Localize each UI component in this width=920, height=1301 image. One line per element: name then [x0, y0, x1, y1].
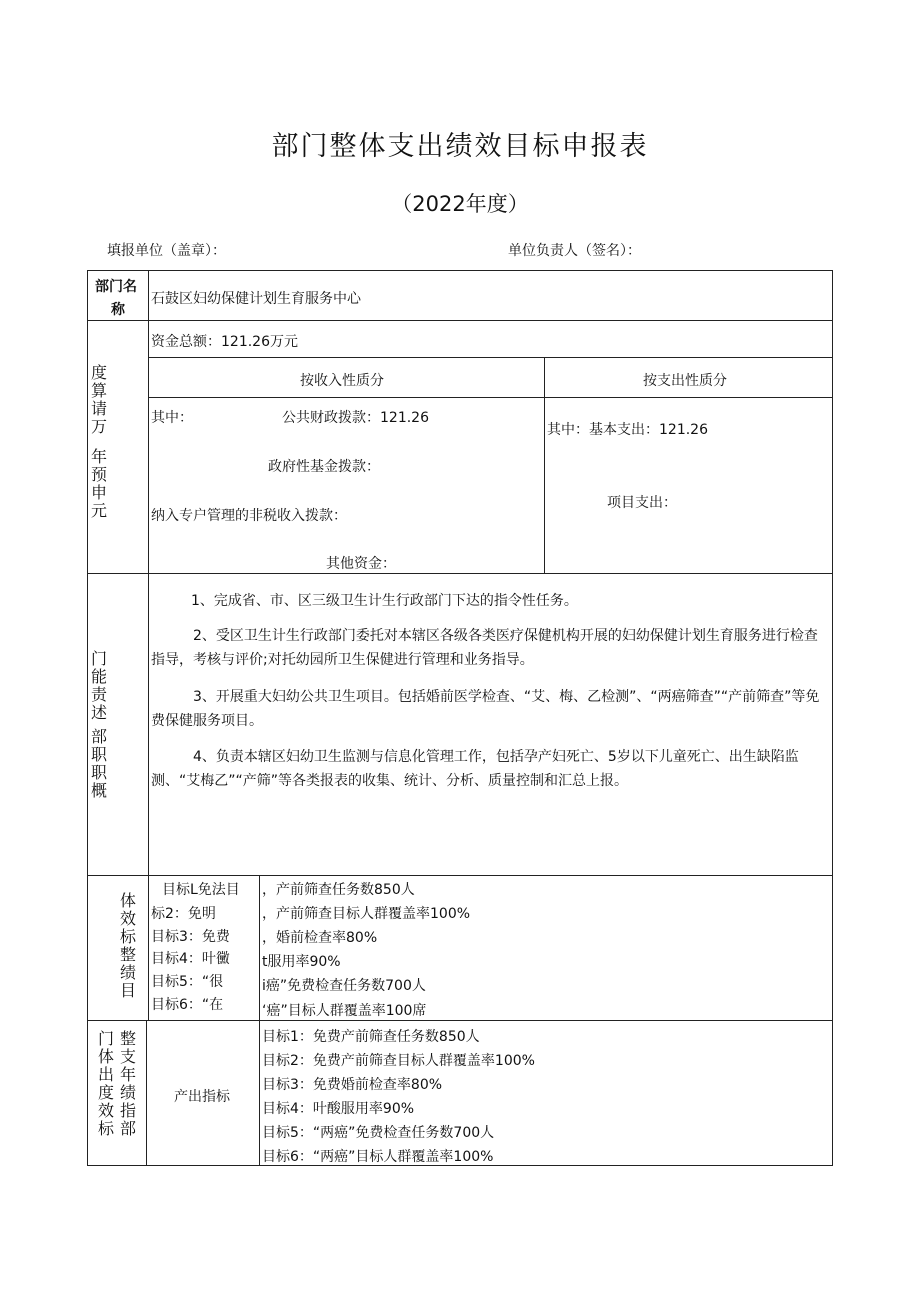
output-side-label-1: 门体出度效标: [97, 1029, 114, 1138]
output-item-3: 目标3：免费婚前检查率80%: [262, 1077, 443, 1093]
output-item-6: 目标6：“两癌”目标人群覆盖率100%: [262, 1149, 494, 1165]
overall-right-2: ，产前筛查目标人群覆盖率100%: [262, 906, 471, 922]
overall-left-1: 目标L免法目: [162, 882, 240, 898]
overall-right-6: ‘癌”目标人群覆盖率100席: [262, 1003, 427, 1019]
income-of-which: 其中：: [151, 410, 193, 426]
budget-side-label-2: 年预申元: [90, 447, 107, 520]
overall-left-2: 标2：免明: [151, 906, 216, 922]
by-expense-header: 按支出性质分: [643, 373, 727, 389]
project-expense: 项目支出：: [607, 495, 677, 511]
other-funds: 其他资金：: [326, 556, 396, 572]
gov-fund: 政府性基金拨款：: [268, 459, 380, 475]
by-income-header: 按收入性质分: [300, 373, 384, 389]
dept-name: 石鼓区妇幼保健计划生育服务中心: [151, 291, 361, 307]
budget-total: 资金总额：121.26万元: [151, 334, 298, 350]
duty-item-4: 4、负责本辖区妇幼卫生监测与信息化管理工作，包括孕产妇死亡、5岁以下儿童死亡、出生缺陷监测、“艾梅乙”“产筛”等各类报表的收集、统计、分析、质量控制和汇总上报。: [151, 749, 799, 789]
overall-left-6: 目标6：“在: [151, 997, 224, 1013]
basic-expense: 其中：基本支出：121.26: [547, 422, 708, 438]
budget-side-label-1: 度算请万: [90, 363, 107, 436]
overall-right-1: ，产前筛查任务数850人: [262, 882, 415, 898]
duties-side-label-2: 部职职概: [90, 727, 107, 800]
fill-unit-label: 填报单位（盖章）：: [107, 243, 226, 259]
overall-right-4: t服用率90%: [262, 954, 341, 970]
dept-label-line1: 部门名: [95, 279, 137, 295]
report-year: （2022年度）: [391, 192, 529, 216]
page-title: 部门整体支出绩效目标申报表: [271, 131, 649, 162]
overall-left-4: 目标4：叶黴: [151, 951, 230, 967]
duty-item-3: 3、开展重大妇幼公共卫生项目。包括婚前医学检查、“艾、梅、乙检测”、“两癌筛查”“产前筛查”等免费保健服务项目。: [151, 689, 820, 729]
overall-right-3: ，婚前检查率80%: [262, 930, 378, 946]
overall-side-label-2: 整绩目: [119, 945, 136, 1000]
dept-label-line2: 称: [111, 302, 125, 318]
output-item-1: 目标1：免费产前筛查任务数850人: [262, 1029, 480, 1045]
overall-right-5: i癌”免费检查任务数700人: [262, 978, 426, 994]
duty-item-1: 1、完成省、市、区三级卫生计生行政部门下达的指令性任务。: [191, 593, 578, 609]
output-item-5: 目标5：“两癌”免费检查任务数700人: [262, 1125, 495, 1141]
overall-left-3: 目标3：免费: [151, 929, 230, 945]
output-item-2: 目标2：免费产前筛查目标人群覆盖率100%: [262, 1053, 535, 1069]
duties-side-label-1: 门能责述: [90, 649, 107, 722]
output-indicator-label: 产出指标: [174, 1089, 230, 1105]
overall-side-label-1: 体效标: [119, 891, 136, 946]
output-item-4: 目标4：叶酸服用率90%: [262, 1101, 415, 1117]
non-tax-income: 纳入专户管理的非税收入拨款：: [151, 508, 347, 524]
duty-item-2: 2、受区卫生计生行政部门委托对本辖区各级各类医疗保健机构开展的妇幼保健计划生育服务进行检查指导，考核与评价;对托幼园所卫生保健进行管理和业务指导。: [151, 628, 818, 668]
responsible-label: 单位负责人（签名）：: [508, 243, 641, 259]
output-side-label-2: 整支年绩指部: [119, 1029, 136, 1138]
overall-left-5: 目标5：“很: [151, 974, 224, 990]
public-fund: 公共财政拨款：121.26: [282, 410, 429, 426]
